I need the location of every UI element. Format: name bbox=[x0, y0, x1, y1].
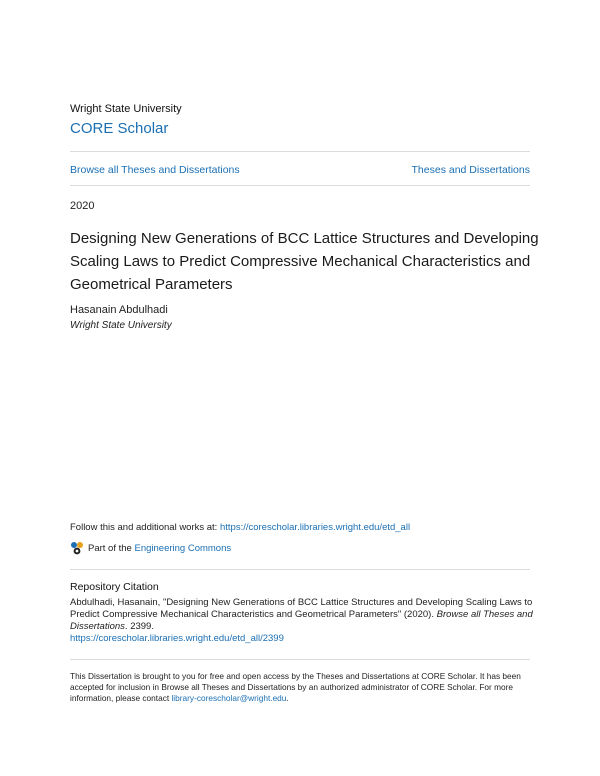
series-link[interactable]: Theses and Dissertations bbox=[411, 164, 530, 176]
citation-suffix: . 2399. bbox=[124, 621, 154, 632]
citation-body: Abdulhadi, Hasanain, "Designing New Generations of BCC Lattice Structures and Developing Scaling Laws to Predict Compressive Mechanical Characteristics and Geometrical Parameters" (2020). bbox=[70, 597, 533, 620]
contact-email-link[interactable]: library-corescholar@wright.edu bbox=[171, 693, 287, 703]
divider bbox=[70, 659, 530, 660]
citation-url-link[interactable]: https://corescholar.libraries.wright.edu/etd_all/2399 bbox=[70, 633, 284, 644]
follow-line bbox=[70, 522, 410, 533]
browse-all-link[interactable]: Browse all Theses and Dissertations bbox=[70, 164, 240, 176]
divider bbox=[70, 151, 530, 152]
access-notice bbox=[70, 671, 535, 704]
divider bbox=[70, 569, 530, 570]
engineering-commons-link[interactable]: Engineering Commons bbox=[134, 542, 232, 554]
divider bbox=[70, 185, 530, 186]
document-title: Designing New Generations of BCC Lattice Structures and Developing Scaling Laws to Predict Compressive Mechanical Characteristics and Geometrical Parameters bbox=[70, 230, 539, 293]
notice-end: . bbox=[286, 693, 289, 703]
notice-text: This Dissertation is brought to you for free and open access by the Theses and Dissertations at CORE Scholar. It has been accepted for inclusion in Browse all Theses and Dissertations by an authorized administrator of CORE Scholar. For more information, please contact bbox=[70, 671, 521, 703]
part-of-line bbox=[70, 541, 231, 555]
follow-prefix: Follow this and additional works at: bbox=[70, 522, 220, 533]
author-name: Hasanain Abdulhadi bbox=[70, 304, 168, 316]
follow-url-link[interactable]: https://corescholar.libraries.wright.edu/etd_all bbox=[219, 522, 411, 533]
commons-network-icon bbox=[70, 541, 84, 555]
repository-citation-heading: Repository Citation bbox=[70, 581, 159, 593]
citation-text bbox=[70, 597, 535, 645]
publication-year: 2020 bbox=[70, 200, 95, 212]
author-affiliation: Wright State University bbox=[70, 320, 172, 331]
repository-home-link[interactable]: CORE Scholar bbox=[70, 120, 169, 137]
citation-series: Browse all Theses and Dissertations bbox=[70, 609, 533, 632]
part-of-prefix: Part of the bbox=[88, 542, 132, 554]
institution-name: Wright State University bbox=[70, 103, 182, 115]
